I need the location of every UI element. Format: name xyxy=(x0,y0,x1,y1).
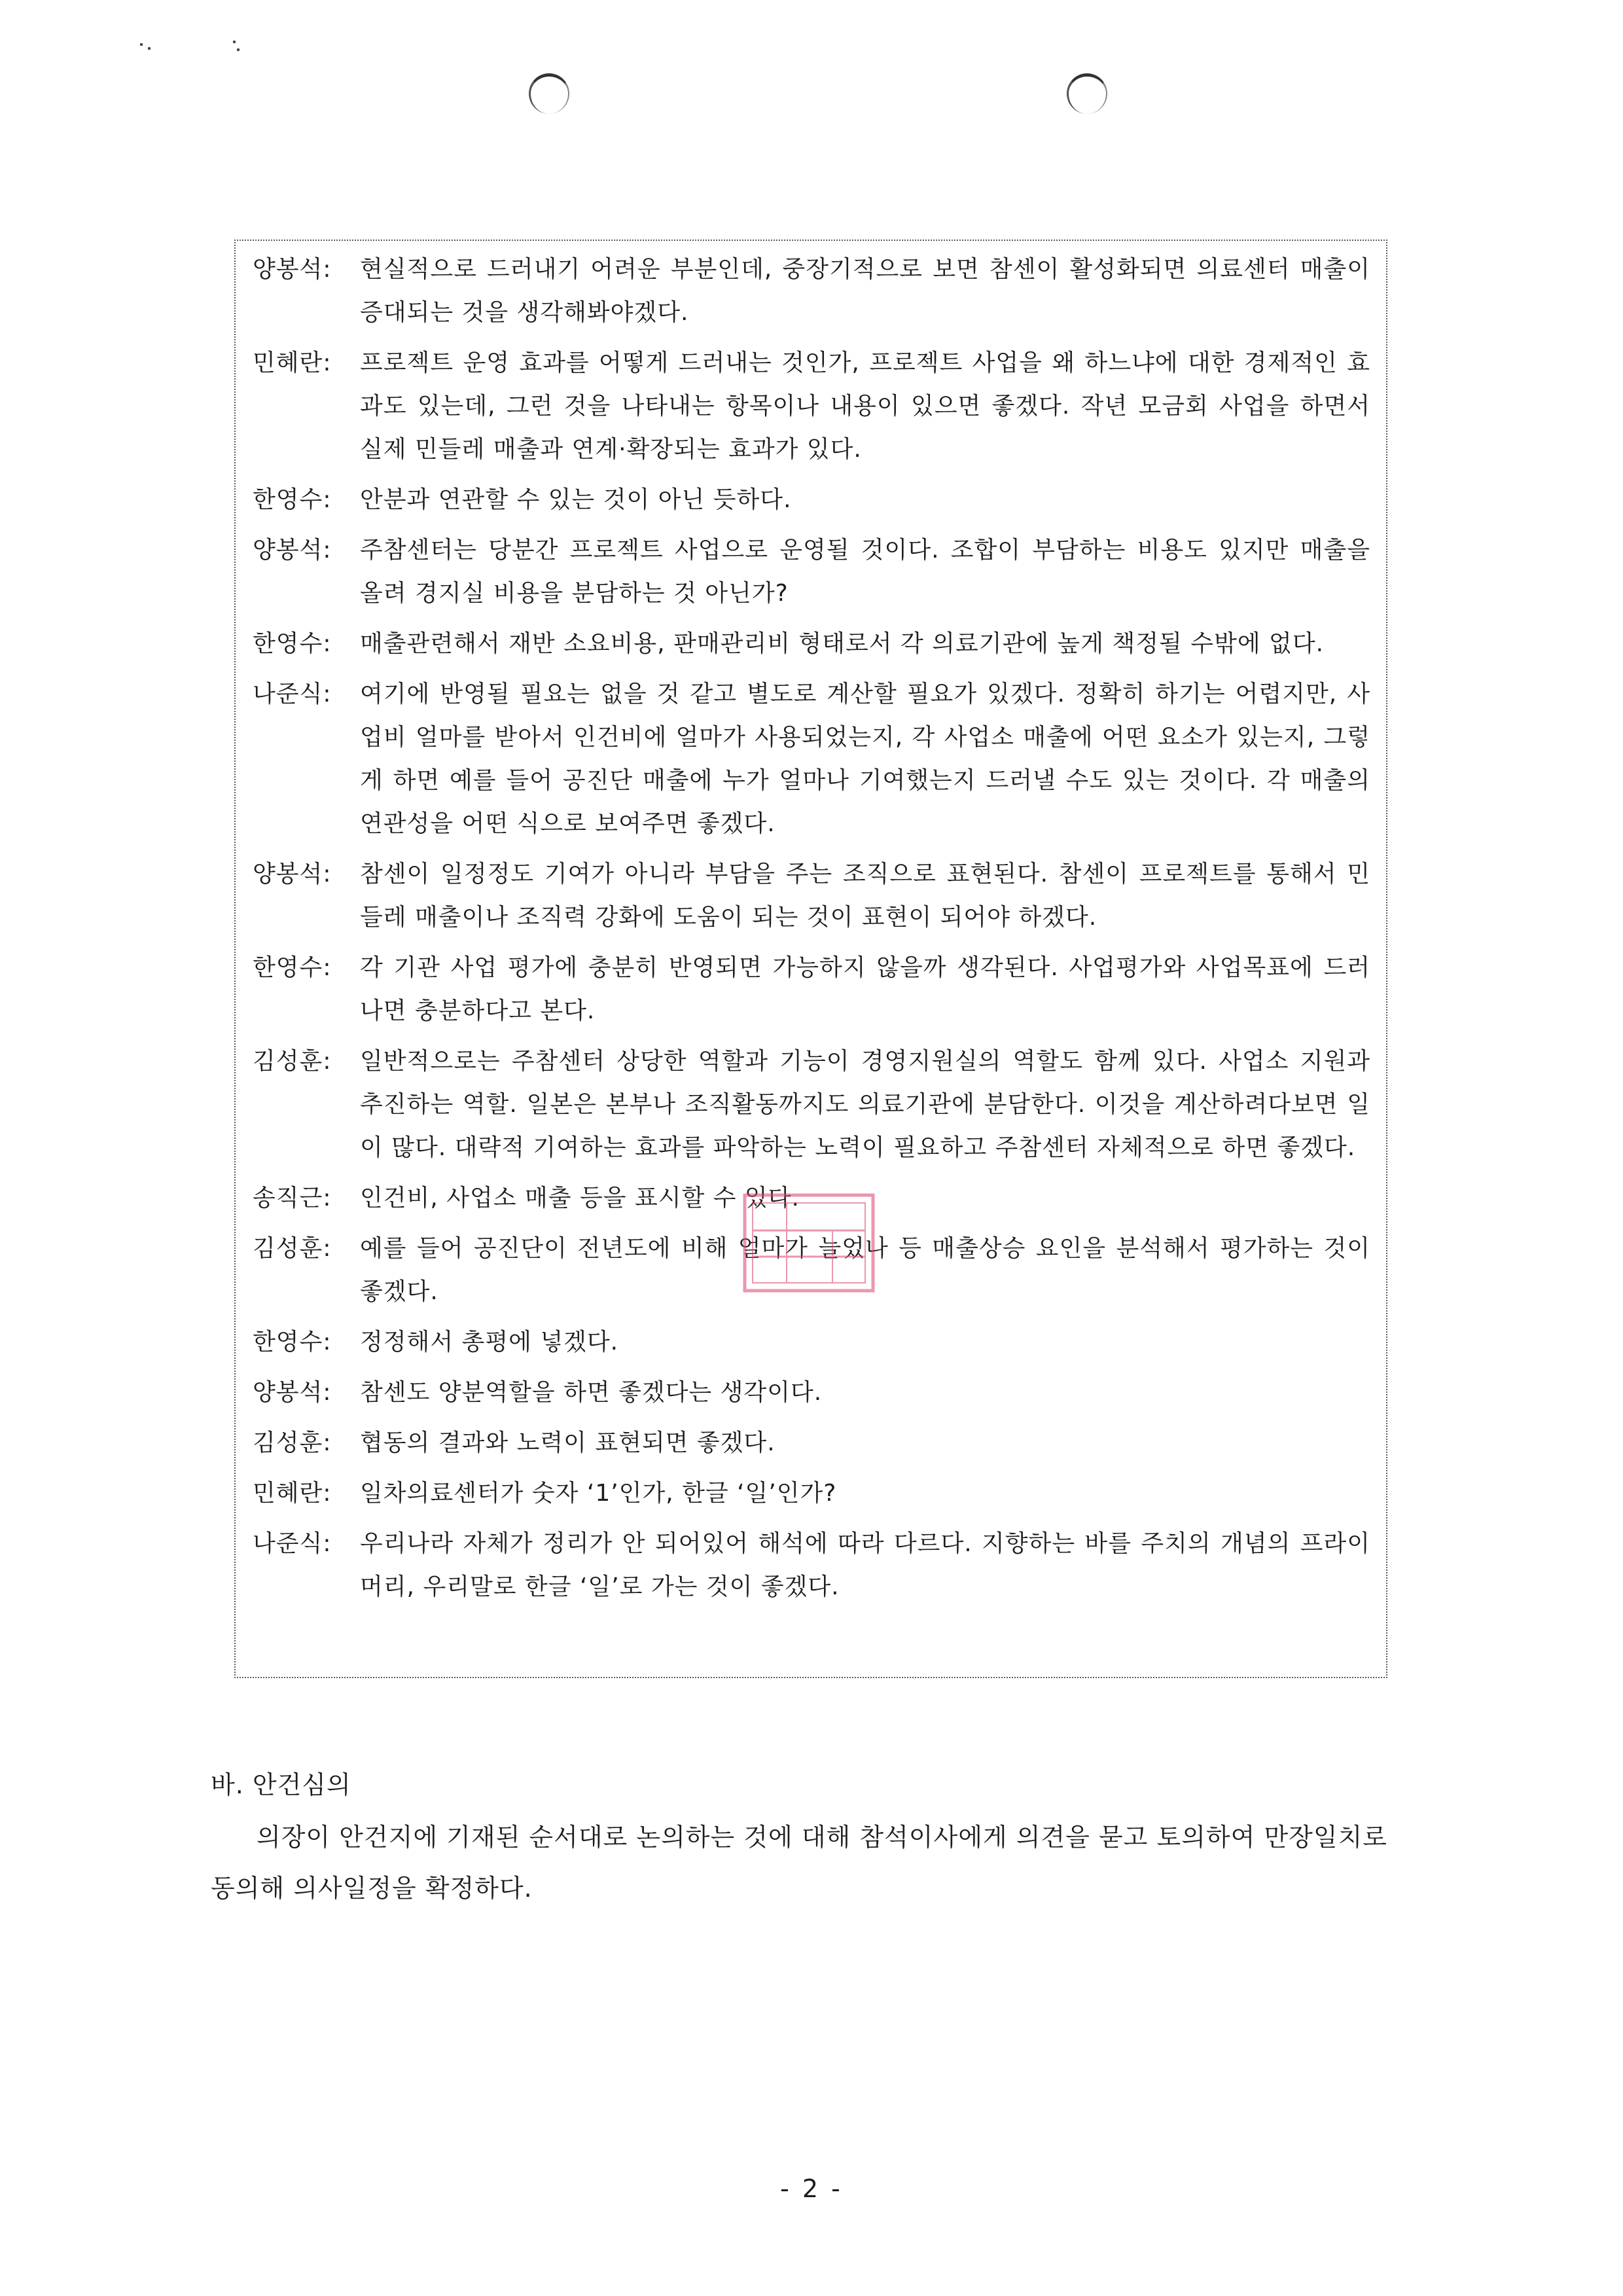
transcript-entry xyxy=(253,946,1370,1033)
transcript-entry xyxy=(253,1422,1370,1465)
transcript-entry xyxy=(253,1472,1370,1515)
speaker-name: 양봉석: xyxy=(253,537,332,564)
speaker-name: 민혜란: xyxy=(253,1480,332,1507)
speaker-statement: 안분과 연관할 수 있는 것이 아닌 듯하다. xyxy=(360,486,792,513)
speaker-name: 김성훈: xyxy=(253,1429,332,1456)
speaker-statement: 인건비, 사업소 매출 등을 표시할 수 있다. xyxy=(360,1185,800,1211)
speaker-statement: 협동의 결과와 노력이 표현되면 좋겠다. xyxy=(360,1429,776,1456)
transcript-entry xyxy=(253,1227,1370,1314)
speaker-statement: 참센도 양분역할을 하면 좋겠다는 생각이다. xyxy=(360,1379,823,1406)
transcript-entry xyxy=(253,1177,1370,1220)
transcript-entry xyxy=(253,622,1370,666)
speaker-name: 나준식: xyxy=(253,681,332,708)
speaker-statement: 여기에 반영될 필요는 없을 것 같고 별도로 계산할 필요가 있겠다. 정확히 하기는 어렵지만, 사업비 얼마를 받아서 인건비에 얼마가 사용되었는지, 각 사업소 매출에 어떤 요소가 있는지, 그렇게 하면 예를 들어 공진단 매출에 누가 얼마나 기여했는지 드러낼 수도 있는 것이다. 각 매출의 연관성을 어떤 식으로 보여주면 좋겠다. xyxy=(360,681,1370,837)
transcript-entry xyxy=(253,478,1370,522)
speaker-statement: 정정해서 총평에 넣겠다. xyxy=(360,1329,619,1355)
transcript-entry xyxy=(253,673,1370,846)
speaker-name: 양봉석: xyxy=(253,1379,332,1406)
scan-speck xyxy=(233,41,236,43)
speaker-statement: 현실적으로 드러내기 어려운 부분인데, 중장기적으로 보면 참센이 활성화되면 의료센터 매출이 증대되는 것을 생각해봐야겠다. xyxy=(360,256,1370,326)
transcript-entry xyxy=(253,1040,1370,1170)
speaker-statement: 일차의료센터가 숫자 ‘1’인가, 한글 ‘일’인가? xyxy=(360,1480,837,1507)
section-heading: 바. 안건심의 xyxy=(211,1770,351,1799)
speaker-name: 나준식: xyxy=(253,1530,332,1557)
transcript-entry xyxy=(253,248,1370,334)
punch-hole-right xyxy=(1067,73,1107,114)
transcript-box xyxy=(234,240,1387,1678)
transcript-entry xyxy=(253,1321,1370,1364)
speaker-statement: 일반적으로는 주참센터 상당한 역할과 기능이 경영지원실의 역할도 함께 있다. 사업소 지원과 추진하는 역할. 일본은 본부나 조직활동까지도 의료기관에 분담한다. 이것을 계산하려다보면 일이 많다. 대략적 기여하는 효과를 파악하는 노력이 필요하고 주참센터 자체적으로 하면 좋겠다. xyxy=(360,1048,1370,1161)
transcript-entry xyxy=(253,342,1370,471)
speaker-name: 양봉석: xyxy=(253,861,332,888)
speaker-statement: 매출관련해서 재반 소요비용, 판매관리비 형태로서 각 의료기관에 높게 책정될 수밖에 없다. xyxy=(360,630,1325,657)
speaker-name: 한영수: xyxy=(253,1329,332,1355)
speaker-name: 민혜란: xyxy=(253,350,332,376)
punch-hole-left xyxy=(529,73,569,114)
scan-speck xyxy=(140,43,143,46)
speaker-statement: 예를 들어 공진단이 전년도에 비해 얼마가 늘었나 등 매출상승 요인을 분석해서 평가하는 것이 좋겠다. xyxy=(360,1235,1370,1305)
speaker-statement: 우리나라 자체가 정리가 안 되어있어 해석에 따라 다르다. 지향하는 바를 주치의 개념의 프라이머리, 우리말로 한글 ‘일’로 가는 것이 좋겠다. xyxy=(360,1530,1370,1600)
speaker-name: 한영수: xyxy=(253,486,332,513)
scan-speck xyxy=(148,47,151,50)
speaker-name: 한영수: xyxy=(253,630,332,657)
speaker-name: 양봉석: xyxy=(253,256,332,283)
speaker-statement: 각 기관 사업 평가에 충분히 반영되면 가능하지 않을까 생각된다. 사업평가와 사업목표에 드러나면 충분하다고 본다. xyxy=(360,954,1370,1024)
transcript-entry xyxy=(253,529,1370,615)
speaker-statement: 프로젝트 운영 효과를 어떻게 드러내는 것인가, 프로젝트 사업을 왜 하느냐에 대한 경제적인 효과도 있는데, 그런 것을 나타내는 항목이나 내용이 있으면 좋겠다. 작년 모금회 사업을 하면서 실제 민들레 매출과 연계·확장되는 효과가 있다. xyxy=(360,350,1370,463)
speaker-name: 김성훈: xyxy=(253,1235,332,1262)
transcript-entry xyxy=(253,853,1370,939)
page-number: - 2 - xyxy=(780,2174,843,2203)
speaker-statement: 참센이 일정정도 기여가 아니라 부담을 주는 조직으로 표현된다. 참센이 프로젝트를 통해서 민들레 매출이나 조직력 강화에 도움이 되는 것이 표현이 되어야 하겠다. xyxy=(360,861,1370,931)
scan-speck xyxy=(237,48,240,51)
speaker-name: 한영수: xyxy=(253,954,332,981)
section-body: 의장이 안건지에 기재된 순서대로 논의하는 것에 대해 참석이사에게 의견을 묻고 토의하여 만장일치로 동의해 의사일정을 확정하다. xyxy=(211,1823,1387,1903)
speaker-name: 송직근: xyxy=(253,1185,332,1211)
transcript-entry xyxy=(253,1371,1370,1414)
speaker-name: 김성훈: xyxy=(253,1048,332,1075)
speaker-statement: 주참센터는 당분간 프로젝트 사업으로 운영될 것이다. 조합이 부담하는 비용도 있지만 매출을 올려 경지실 비용을 분담하는 것 아닌가? xyxy=(360,537,1370,607)
transcript-entry xyxy=(253,1522,1370,1609)
